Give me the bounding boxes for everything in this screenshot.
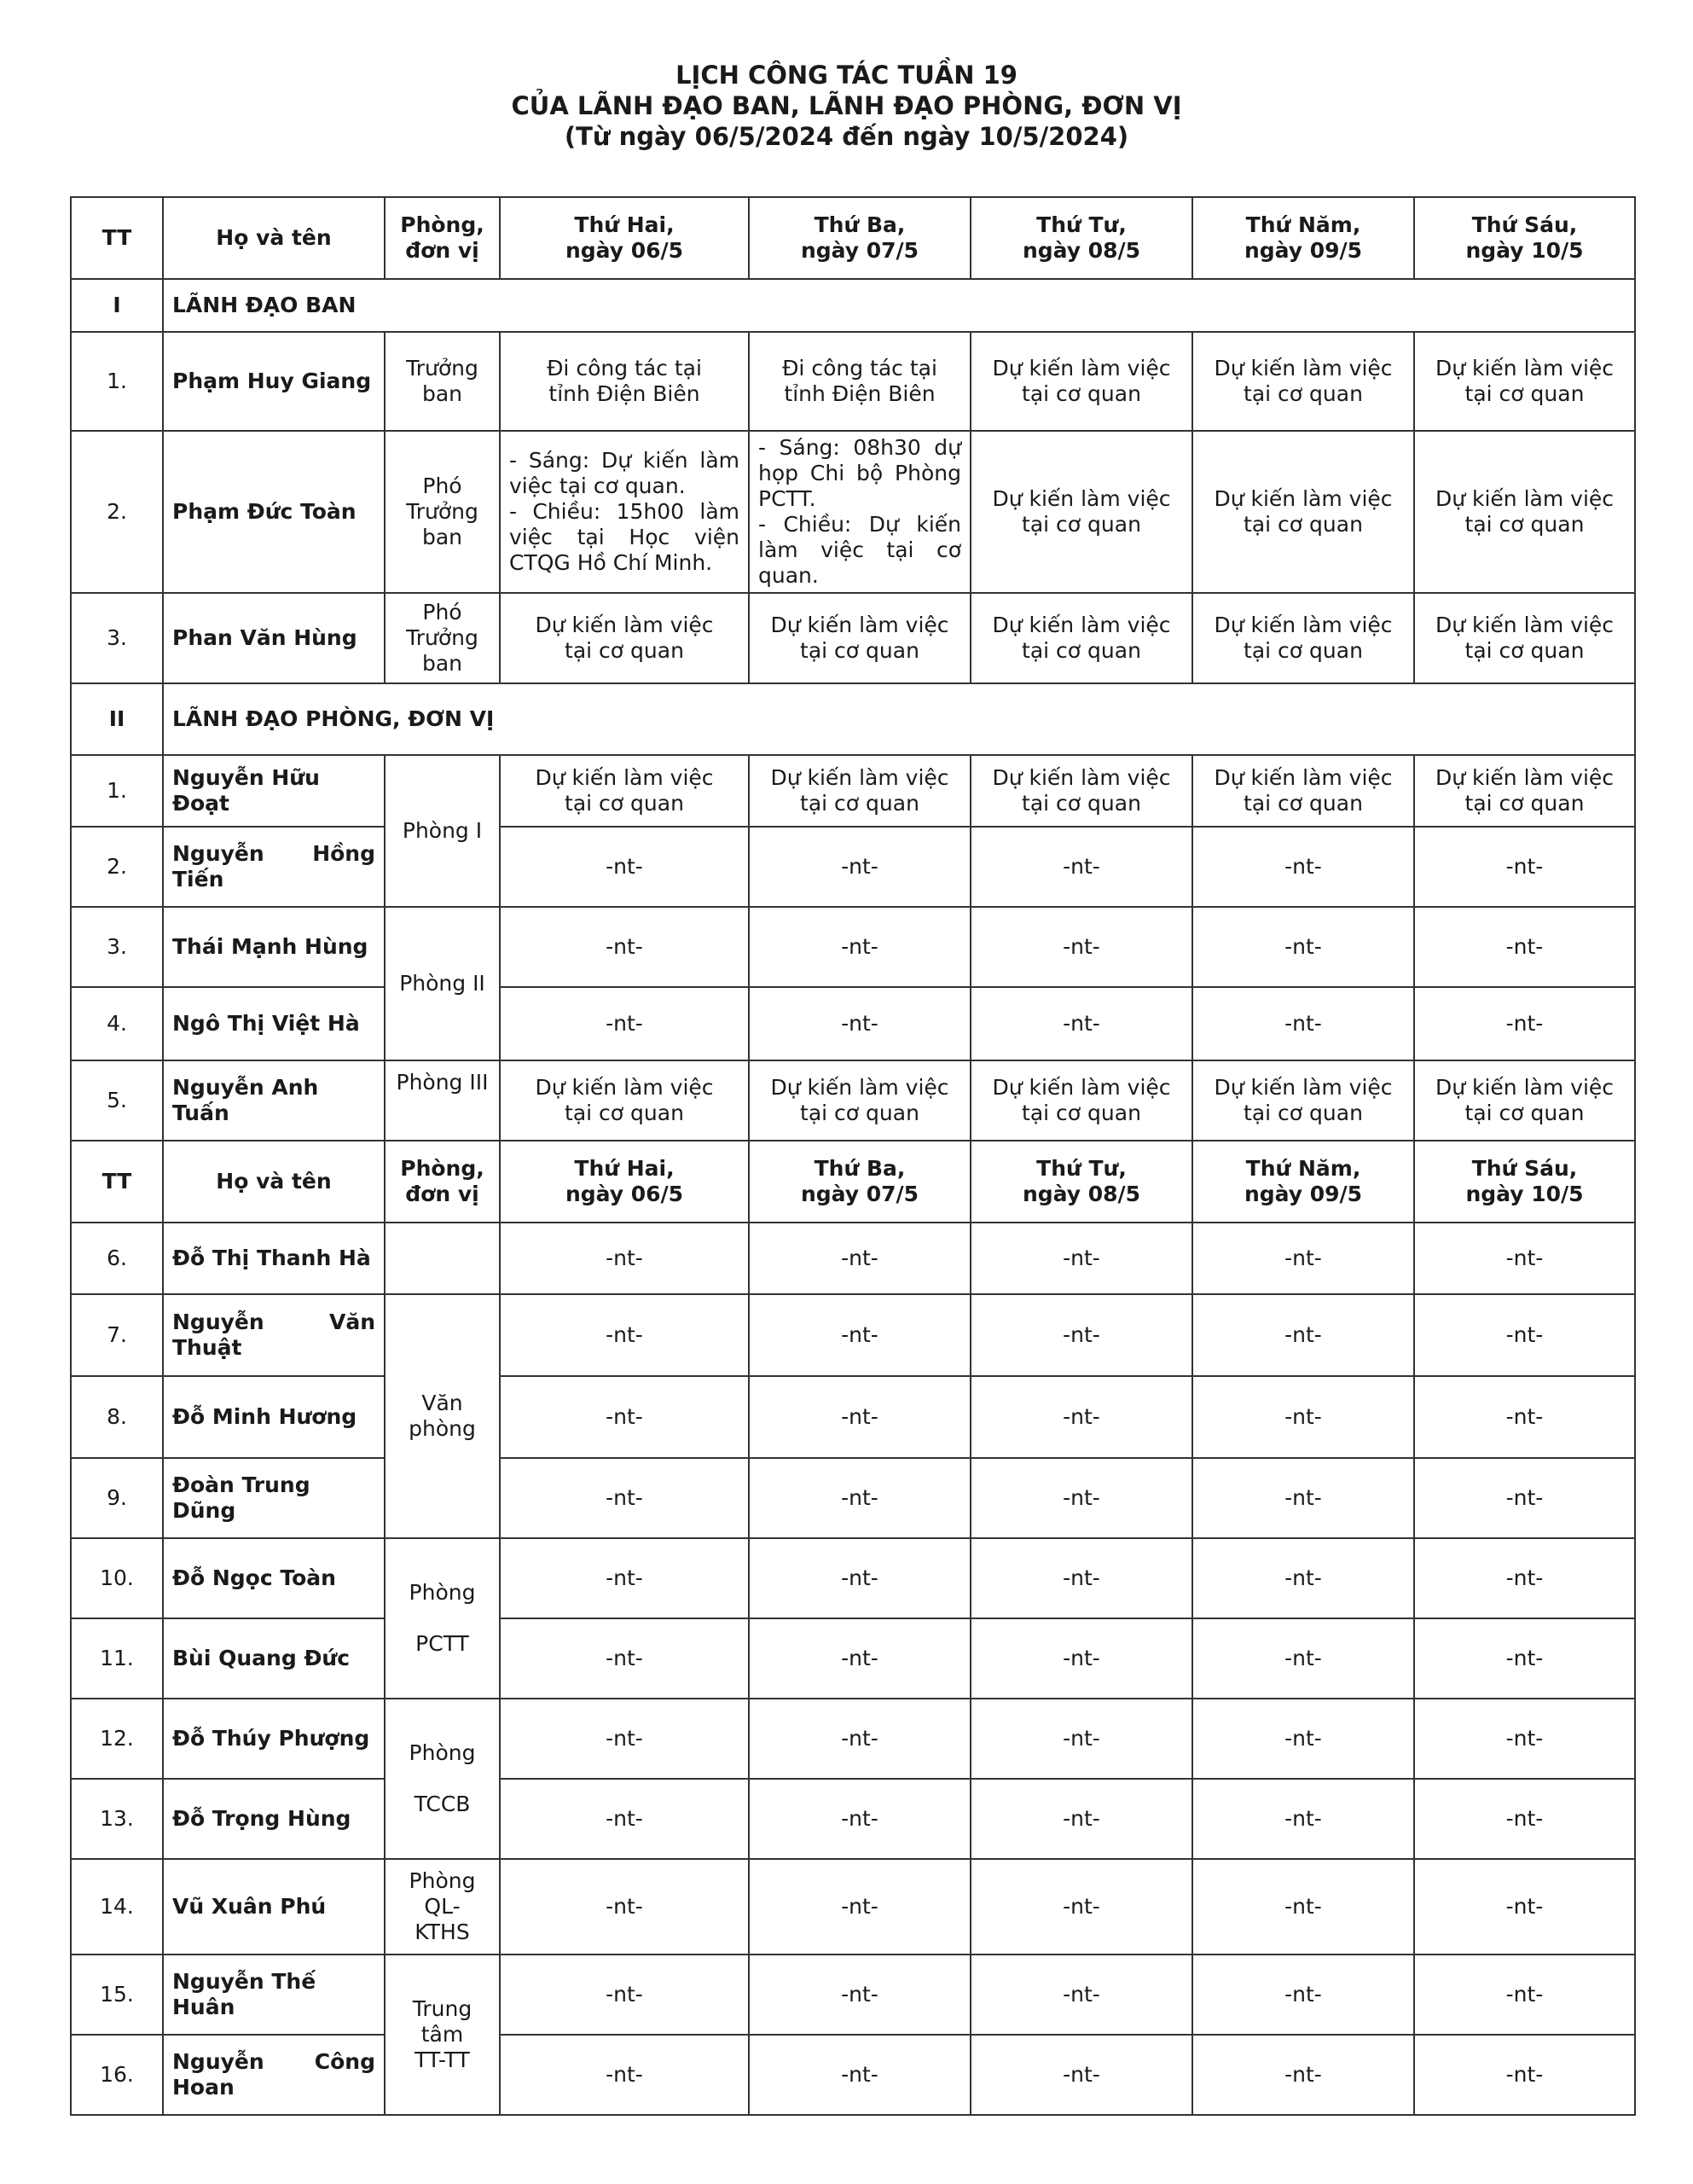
person-name: Bùi Quang Đức: [163, 1618, 385, 1699]
person-name: Đỗ Minh Hương: [163, 1376, 385, 1458]
schedule-cell: -nt-: [1192, 1779, 1414, 1859]
row-number: 15.: [71, 1955, 163, 2035]
schedule-cell: -nt-: [500, 1699, 749, 1779]
row-number: 6.: [71, 1223, 163, 1294]
schedule-cell: Dự kiến làm việc tại cơ quan: [971, 755, 1192, 827]
schedule-cell: -nt-: [500, 827, 749, 907]
schedule-cell: -nt-: [500, 987, 749, 1060]
schedule-cell: -nt-: [1414, 1699, 1635, 1779]
person-name: Phạm Đức Toàn: [163, 431, 385, 593]
row-number: 9.: [71, 1458, 163, 1538]
schedule-cell: -nt-: [1414, 1779, 1635, 1859]
schedule-cell: -nt-: [1414, 2035, 1635, 2115]
person-name: Đỗ Trọng Hùng: [163, 1779, 385, 1859]
header-dept: Phòng, đơn vị: [385, 1141, 500, 1223]
schedule-cell: - Sáng: 08h30 dự họp Chi bộ Phòng PCTT. - Chiều: Dự kiến làm việc tại cơ quan.: [749, 431, 971, 593]
schedule-cell: -nt-: [971, 1955, 1192, 2035]
schedule-cell: -nt-: [1192, 2035, 1414, 2115]
table-row: [71, 431, 1635, 593]
schedule-cell: -nt-: [749, 1859, 971, 1955]
schedule-cell: -nt-: [749, 2035, 971, 2115]
person-name: Phạm Huy Giang: [163, 332, 385, 431]
header-tue: Thứ Ba, ngày 07/5: [749, 1141, 971, 1223]
row-number: 10.: [71, 1538, 163, 1618]
schedule-cell: -nt-: [1414, 1294, 1635, 1376]
schedule-cell: -nt-: [971, 2035, 1192, 2115]
schedule-cell: Dự kiến làm việc tại cơ quan: [1414, 1060, 1635, 1141]
schedule-cell: -nt-: [1192, 1376, 1414, 1458]
table-row: [71, 593, 1635, 683]
schedule-cell: -nt-: [1414, 907, 1635, 987]
row-number: 11.: [71, 1618, 163, 1699]
schedule-cell: -nt-: [1192, 827, 1414, 907]
schedule-cell: -nt-: [971, 1538, 1192, 1618]
row-number: 2.: [71, 827, 163, 907]
schedule-cell: -nt-: [749, 1376, 971, 1458]
person-name: Nguyễn Hồng Tiến: [163, 827, 385, 907]
schedule-cell: -nt-: [749, 1294, 971, 1376]
schedule-cell: -nt-: [1414, 1458, 1635, 1538]
header-wed: Thứ Tư, ngày 08/5: [971, 1141, 1192, 1223]
schedule-cell: -nt-: [749, 1458, 971, 1538]
schedule-cell: -nt-: [1414, 1223, 1635, 1294]
section-label: LÃNH ĐẠO BAN: [163, 279, 1635, 332]
schedule-cell: Dự kiến làm việc tại cơ quan: [749, 1060, 971, 1141]
person-name: Nguyễn Văn Thuật: [163, 1294, 385, 1376]
schedule-cell: Dự kiến làm việc tại cơ quan: [1414, 431, 1635, 593]
row-number: 3.: [71, 907, 163, 987]
table-row: [71, 332, 1635, 431]
header-tue: Thứ Ba, ngày 07/5: [749, 197, 971, 279]
schedule-cell: -nt-: [971, 1699, 1192, 1779]
schedule-cell: Dự kiến làm việc tại cơ quan: [1192, 593, 1414, 683]
person-name: Nguyễn Thế Huân: [163, 1955, 385, 2035]
schedule-cell: Dự kiến làm việc tại cơ quan: [1414, 593, 1635, 683]
schedule-cell: -nt-: [500, 1779, 749, 1859]
schedule-cell: -nt-: [749, 907, 971, 987]
schedule-cell: Đi công tác tại tỉnh Điện Biên: [500, 332, 749, 431]
schedule-cell: -nt-: [1192, 987, 1414, 1060]
table-row: [71, 907, 1635, 987]
person-name: Nguyễn Anh Tuấn: [163, 1060, 385, 1141]
schedule-cell: -nt-: [749, 987, 971, 1060]
dept-cell: Phòng I: [385, 755, 500, 907]
person-name: Thái Mạnh Hùng: [163, 907, 385, 987]
schedule-cell: -nt-: [971, 827, 1192, 907]
person-name: Nguyễn Công Hoan: [163, 2035, 385, 2115]
table-row: [71, 1060, 1635, 1141]
schedule-cell: -nt-: [1414, 1955, 1635, 2035]
schedule-cell: -nt-: [500, 1538, 749, 1618]
schedule-cell: -nt-: [500, 1955, 749, 2035]
header-thu: Thứ Năm, ngày 09/5: [1192, 197, 1414, 279]
schedule-cell: -nt-: [749, 1223, 971, 1294]
schedule-cell: -nt-: [971, 1779, 1192, 1859]
table-row: [71, 1294, 1635, 1376]
person-role: Trưởng ban: [385, 332, 500, 431]
person-name: Đỗ Ngọc Toàn: [163, 1538, 385, 1618]
header-tt: TT: [71, 1141, 163, 1223]
person-name: Phan Văn Hùng: [163, 593, 385, 683]
schedule-cell: -nt-: [971, 1294, 1192, 1376]
schedule-cell: -nt-: [1192, 907, 1414, 987]
schedule-cell: - Sáng: Dự kiến làm việc tại cơ quan. - Chiều: 15h00 làm việc tại Học viện CTQG Hồ Chí Minh.: [500, 431, 749, 593]
schedule-cell: -nt-: [749, 1538, 971, 1618]
schedule-cell: -nt-: [749, 827, 971, 907]
schedule-cell: Dự kiến làm việc tại cơ quan: [971, 593, 1192, 683]
table-row: [71, 1955, 1635, 2035]
schedule-cell: -nt-: [500, 1859, 749, 1955]
schedule-cell: -nt-: [1192, 1538, 1414, 1618]
table-row: [71, 1376, 1635, 1458]
row-number: 13.: [71, 1779, 163, 1859]
person-role: Phó Trưởng ban: [385, 593, 500, 683]
schedule-cell: -nt-: [749, 1699, 971, 1779]
schedule-cell: Dự kiến làm việc tại cơ quan: [1192, 431, 1414, 593]
schedule-cell: Dự kiến làm việc tại cơ quan: [1414, 332, 1635, 431]
schedule-cell: Dự kiến làm việc tại cơ quan: [749, 593, 971, 683]
section-row: [71, 279, 1635, 332]
schedule-cell: Dự kiến làm việc tại cơ quan: [1192, 1060, 1414, 1141]
title-line-2: CỦA LÃNH ĐẠO BAN, LÃNH ĐẠO PHÒNG, ĐƠN VỊ: [511, 91, 1182, 120]
header-wed: Thứ Tư, ngày 08/5: [971, 197, 1192, 279]
row-number: 5.: [71, 1060, 163, 1141]
schedule-cell: Dự kiến làm việc tại cơ quan: [749, 755, 971, 827]
schedule-cell: -nt-: [500, 1223, 749, 1294]
schedule-cell: -nt-: [1414, 987, 1635, 1060]
person-name: Đỗ Thị Thanh Hà: [163, 1223, 385, 1294]
dept-cell: Phòng PCTT: [385, 1538, 500, 1699]
table-row: [71, 827, 1635, 907]
table-row: [71, 2035, 1635, 2115]
row-number: 7.: [71, 1294, 163, 1376]
schedule-cell: -nt-: [500, 1458, 749, 1538]
table-header-row-repeat: [71, 1141, 1635, 1223]
person-role: Phó Trưởng ban: [385, 431, 500, 593]
schedule-cell: -nt-: [500, 1376, 749, 1458]
header-fri: Thứ Sáu, ngày 10/5: [1414, 1141, 1635, 1223]
section-number: I: [71, 279, 163, 332]
header-fri: Thứ Sáu, ngày 10/5: [1414, 197, 1635, 279]
title-line-3: (Từ ngày 06/5/2024 đến ngày 10/5/2024): [564, 122, 1129, 151]
schedule-cell: -nt-: [1192, 1859, 1414, 1955]
schedule-cell: -nt-: [971, 1223, 1192, 1294]
person-name: Vũ Xuân Phú: [163, 1859, 385, 1955]
table-row: [71, 1859, 1635, 1955]
schedule-cell: Dự kiến làm việc tại cơ quan: [971, 332, 1192, 431]
schedule-cell: -nt-: [500, 1618, 749, 1699]
row-number: 14.: [71, 1859, 163, 1955]
schedule-cell: -nt-: [1414, 827, 1635, 907]
dept-cell: [385, 1223, 500, 1294]
header-dept: Phòng, đơn vị: [385, 197, 500, 279]
schedule-cell: -nt-: [971, 1859, 1192, 1955]
person-name: Nguyễn Hữu Đoạt: [163, 755, 385, 827]
schedule-cell: -nt-: [971, 907, 1192, 987]
table-row: [71, 1458, 1635, 1538]
dept-cell: Văn phòng: [385, 1294, 500, 1538]
header-name: Họ và tên: [163, 1141, 385, 1223]
schedule-cell: -nt-: [1414, 1376, 1635, 1458]
schedule-cell: -nt-: [971, 987, 1192, 1060]
table-row: [71, 1538, 1635, 1618]
person-name: Đỗ Thúy Phượng: [163, 1699, 385, 1779]
schedule-cell: Dự kiến làm việc tại cơ quan: [500, 1060, 749, 1141]
schedule-cell: -nt-: [1192, 1955, 1414, 2035]
schedule-cell: Dự kiến làm việc tại cơ quan: [971, 431, 1192, 593]
table-row: [71, 1699, 1635, 1779]
schedule-cell: -nt-: [971, 1618, 1192, 1699]
schedule-cell: Dự kiến làm việc tại cơ quan: [500, 755, 749, 827]
table-row: [71, 987, 1635, 1060]
section-label: LÃNH ĐẠO PHÒNG, ĐƠN VỊ: [163, 683, 1635, 755]
row-number: 12.: [71, 1699, 163, 1779]
row-number: 1.: [71, 332, 163, 431]
row-number: 1.: [71, 755, 163, 827]
section-number: II: [71, 683, 163, 755]
schedule-cell: -nt-: [1192, 1618, 1414, 1699]
header-name: Họ và tên: [163, 197, 385, 279]
dept-cell: Phòng QL- KTHS: [385, 1859, 500, 1955]
schedule-cell: Dự kiến làm việc tại cơ quan: [500, 593, 749, 683]
header-tt: TT: [71, 197, 163, 279]
row-number: 4.: [71, 987, 163, 1060]
schedule-cell: -nt-: [971, 1458, 1192, 1538]
schedule-cell: -nt-: [1414, 1538, 1635, 1618]
person-name: Đoàn Trung Dũng: [163, 1458, 385, 1538]
schedule-cell: -nt-: [1414, 1859, 1635, 1955]
header-thu: Thứ Năm, ngày 09/5: [1192, 1141, 1414, 1223]
schedule-cell: -nt-: [971, 1376, 1192, 1458]
schedule-cell: -nt-: [749, 1955, 971, 2035]
schedule-table: [70, 196, 1636, 2116]
schedule-cell: -nt-: [500, 1294, 749, 1376]
schedule-cell: -nt-: [1192, 1294, 1414, 1376]
table-row: [71, 755, 1635, 827]
title-line-1: LỊCH CÔNG TÁC TUẦN 19: [675, 61, 1018, 90]
schedule-cell: -nt-: [1192, 1699, 1414, 1779]
header-mon: Thứ Hai, ngày 06/5: [500, 1141, 749, 1223]
row-number: 8.: [71, 1376, 163, 1458]
document-title: [0, 60, 1693, 152]
dept-cell: Phòng III: [385, 1060, 500, 1141]
schedule-cell: -nt-: [749, 1618, 971, 1699]
schedule-cell: Dự kiến làm việc tại cơ quan: [1192, 755, 1414, 827]
schedule-cell: -nt-: [1192, 1223, 1414, 1294]
row-number: 3.: [71, 593, 163, 683]
schedule-cell: -nt-: [500, 2035, 749, 2115]
schedule-cell: -nt-: [1414, 1618, 1635, 1699]
dept-cell: Phòng II: [385, 907, 500, 1060]
table-header-row: [71, 197, 1635, 279]
header-mon: Thứ Hai, ngày 06/5: [500, 197, 749, 279]
row-number: 16.: [71, 2035, 163, 2115]
dept-cell: Trung tâm TT-TT: [385, 1955, 500, 2115]
table-row: [71, 1223, 1635, 1294]
schedule-cell: -nt-: [500, 907, 749, 987]
row-number: 2.: [71, 431, 163, 593]
dept-cell: Phòng TCCB: [385, 1699, 500, 1859]
schedule-cell: Dự kiến làm việc tại cơ quan: [1192, 332, 1414, 431]
schedule-cell: Dự kiến làm việc tại cơ quan: [1414, 755, 1635, 827]
table-row: [71, 1618, 1635, 1699]
table-row: [71, 1779, 1635, 1859]
section-row: [71, 683, 1635, 755]
schedule-cell: -nt-: [749, 1779, 971, 1859]
schedule-cell: Dự kiến làm việc tại cơ quan: [971, 1060, 1192, 1141]
schedule-cell: -nt-: [1192, 1458, 1414, 1538]
schedule-cell: Đi công tác tại tỉnh Điện Biên: [749, 332, 971, 431]
person-name: Ngô Thị Việt Hà: [163, 987, 385, 1060]
